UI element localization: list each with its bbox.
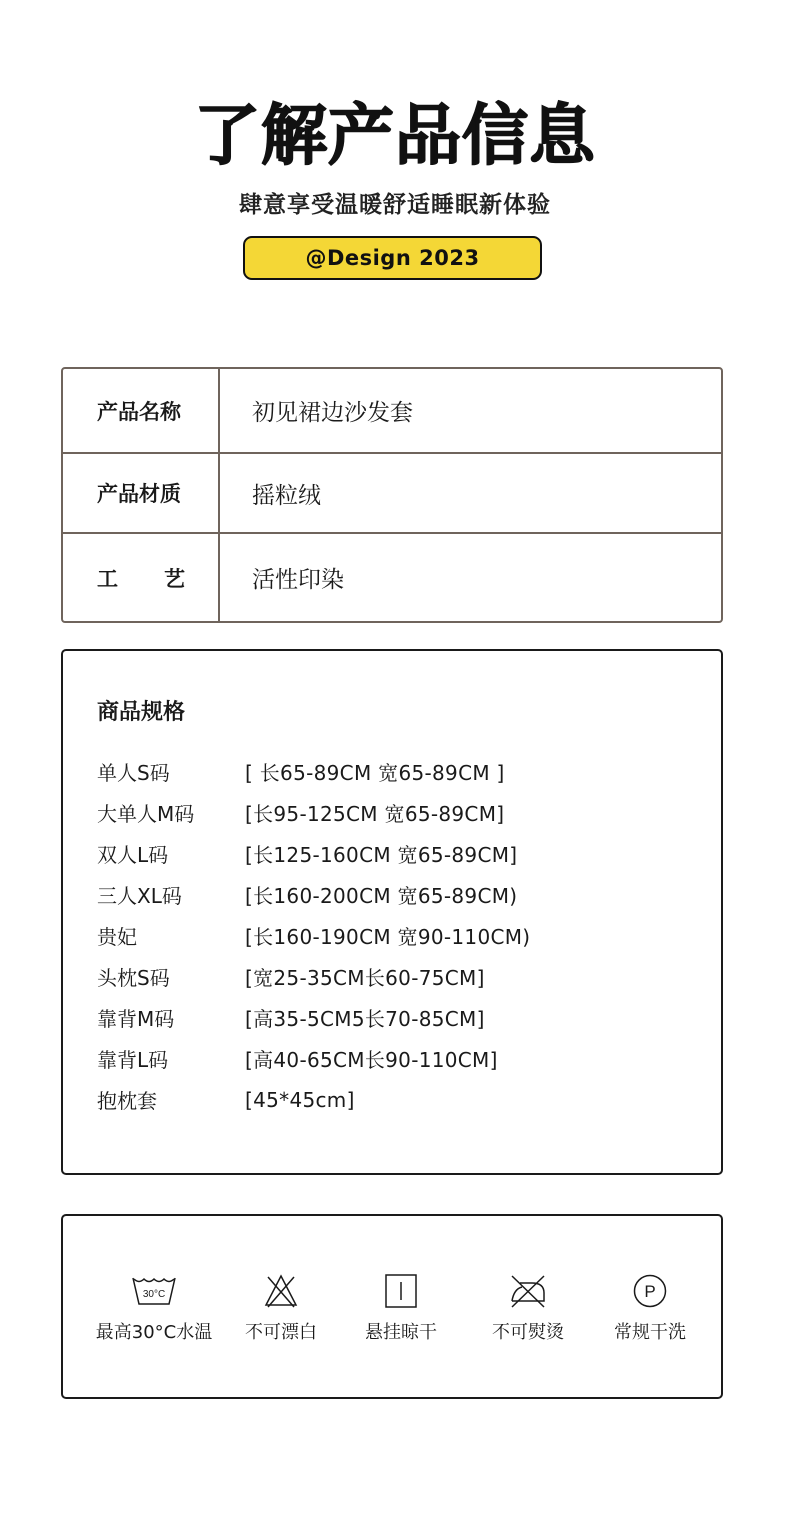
- spec-value: [宽25-35CM长60-75CM]: [245, 966, 485, 990]
- spec-value: [长160-200CM 宽65-89CM): [245, 884, 518, 908]
- info-label: 产品名称: [63, 369, 220, 452]
- dry-clean-p-icon: [585, 1272, 715, 1310]
- design-badge-label: @Design 2023: [305, 246, 480, 270]
- info-row-material: [63, 454, 721, 534]
- care-label: 不可熨烫: [492, 1322, 564, 1343]
- care-label: 常规干洗: [614, 1322, 686, 1343]
- spec-title: 商品规格: [97, 700, 186, 725]
- spec-value: [长160-190CM 宽90-110CM): [245, 925, 531, 949]
- info-value: 活性印染: [252, 567, 344, 593]
- care-label: 最高30°C水温: [95, 1322, 213, 1343]
- no-iron-icon: [463, 1272, 593, 1310]
- info-value: 初见裙边沙发套: [252, 400, 413, 426]
- product-info-table: [61, 367, 723, 623]
- spec-row: [97, 1079, 697, 1120]
- spec-name: 三人XL码: [97, 884, 182, 908]
- care-item-wash: [89, 1272, 219, 1344]
- spec-value: [高40-65CM长90-110CM]: [245, 1048, 498, 1072]
- spec-name: 单人S码: [97, 761, 170, 785]
- spec-name: 双人L码: [97, 843, 169, 867]
- info-row-craft: [63, 534, 721, 621]
- care-box: [61, 1214, 723, 1399]
- spec-row: [97, 792, 697, 833]
- spec-value: [长125-160CM 宽65-89CM]: [245, 843, 518, 867]
- info-label-char: 艺: [164, 566, 185, 591]
- page-title: 了解产品信息: [194, 97, 596, 174]
- info-row-name: [63, 369, 721, 454]
- spec-value: [高35-5CM5长70-85CM]: [245, 1007, 485, 1031]
- spec-name: 贵妃: [97, 925, 137, 949]
- dry-clean-letter: P: [644, 1282, 656, 1301]
- design-badge: [243, 236, 542, 280]
- care-item-iron: [463, 1272, 593, 1344]
- no-bleach-icon: [216, 1272, 346, 1310]
- care-item-bleach: [216, 1272, 346, 1344]
- spec-value: [ 长65-89CM 宽65-89CM ]: [245, 761, 505, 785]
- spec-name: 大单人M码: [97, 802, 195, 826]
- care-label: 不可漂白: [245, 1322, 317, 1343]
- page-subtitle: 肆意享受温暖舒适睡眠新体验: [239, 192, 551, 218]
- spec-row: [97, 956, 697, 997]
- spec-list: [97, 751, 697, 1120]
- spec-name: 靠背M码: [97, 1007, 175, 1031]
- wash-temp-text: 30°C: [142, 1289, 166, 1300]
- line-dry-icon: [336, 1272, 466, 1310]
- spec-box: [61, 649, 723, 1175]
- info-label: [63, 534, 220, 621]
- spec-name: 抱枕套: [97, 1089, 157, 1113]
- spec-row: [97, 1038, 697, 1079]
- info-value: 摇粒绒: [252, 482, 321, 509]
- wash-30-icon: [89, 1272, 219, 1310]
- spec-row: [97, 915, 697, 956]
- info-label: 产品材质: [63, 454, 220, 532]
- care-item-dryclean: [585, 1272, 715, 1344]
- info-label-char: 工: [97, 566, 118, 591]
- spec-row: [97, 997, 697, 1038]
- spec-value: [长95-125CM 宽65-89CM]: [245, 802, 505, 826]
- spec-name: 头枕S码: [97, 966, 170, 990]
- spec-row: [97, 833, 697, 874]
- spec-name: 靠背L码: [97, 1048, 169, 1072]
- care-label: 悬挂晾干: [365, 1322, 437, 1343]
- spec-row: [97, 751, 697, 792]
- spec-value: [45*45cm]: [245, 1087, 355, 1112]
- spec-row: [97, 874, 697, 915]
- care-item-dry: [336, 1272, 466, 1344]
